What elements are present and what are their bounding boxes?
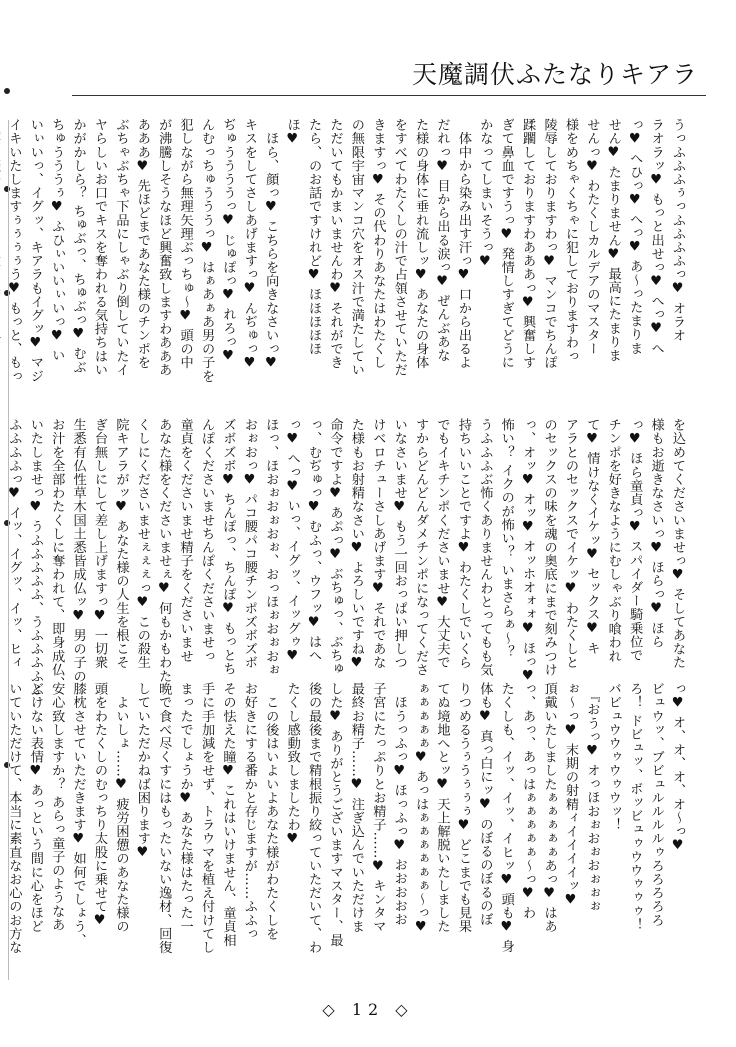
- text-block-bottom: っ♥ オ、オ、オ、オ〜っ♥ ビュウッ、ブビュルルルルゥろろろろろ ろ！ ドビュッ、ボッビュゥウウゥゥゥ！ バビュウウゥウゥウッ！ 『おうっ♥ オっほおぉおぉおぉぉぉ ぉ〜っ♥ 末期の射精ィイイイイッ♥ 頂戴いたしましたぁぁぁぁぁあっ♥ はあ っ、あっ、あっはぁぁぁぁぁ〜っ♥ わ たくしも、イッ、イッ、イヒッ♥ 頭も♥ 身 体も♥ 真っ白にッ♥ のぼるのぼるのぼ りつめるうぅうぅぅぅ♥ どこまでも見果 てぬ境地へとッ♥ 天上解脱いたしました ぁぁぁぁぁ♥ あっはぁぁぁぁぁぁ〜っ♥ ほうっふっ♥ ほっふっ♥ おおおおお 子宮にたっぷりとお精子……♥ キンタマ 最終お精子……♥ 注ぎ込んでいただけま した♥ ありがとうございますマスター、最 後の最後まで精根振り絞っていただいて、わ たくし感動致しましたわ♥ この後はいよいよあなた様がわたくしを お好きにする番かと存じますが……ふふっ その怯えた瞳♥ これはいけません、童貞相 手に手加減をせず、トラウマを植え付けてし まったでしょうか♥ あなた様はたった一 晩で食べ尽くすにはもったいない逸材、回復 していただかねば困ります♥ よいしょ……♥ 疲労困憊のあなた様の 頭をわたくしのむっちり太股に乗せて♥ 膝枕させていただきます♥ 如何でしょう、 安心致しますか？ あらっ童子のようなあ どけない表情♥ あっという間に心をほど いていただけて、本当に素直なお心のお方な: [6, 682, 685, 954]
- binding-hole-mark: [4, 88, 10, 94]
- page-title: 天魔調伏ふたなりキアラ: [411, 60, 698, 89]
- text-block-middle: を込めてくださいませっ♥ そしてあなた 様もお逝きなさいっ♥ ほらっ♥ ほら っ♥ ほら童貞っ♥ スパイダー騎乗位で チンポを好きなようにむしゃぶり喰われ て♥ 情けなくイケッ♥ セックス♥ キ アラとのセックスでイケッ♥ わたくしと のセックスの味を魂の奥底にまで刻みつけ っ、オッ♥ オッ♥ オッホオォォ♥ ほっ♥ 怖い？ イクのが怖い？ いまさらぁ〜？ うふふふぶ怖くありませんわとってもも気 持ちいいことですよ♥ わたくしでいくら でもイキチンポくださいませ♥ 大丈夫で すからどんどんダメチンポになってくださ いなさいませ♥ もう一回おっぱい押しつ けベロチューさしあげます♥ それであな た様もお射精なさい♥ よろしいですね♥ 命令ですよ♥ あぷっ♥ ぶちゅっ、ぶちゅ っ、むぢゅっ♥ むふっ、ウフッ♥ はへ っ♥ へっ♥ いっ、イグッ、イッグゥ♥ ほっ、ほおぉおぉおぉ、おっほぉおぉおぉ おぉおっ♥ パコ腰パコ腰チンポズボズボ ズボズボ♥ ちんぽっ、ちんぽ♥ もっとち んぽくださいませちんぽくださいませっ 童貞をくださいませ精子をくださいませ あなた様をくださいませぇ♥ 何もかもわた くしにくださいませぇぇぇっ♥ この殺生 院キアラがッ♥ あなた様の人生を根こそ ぎ台無しにして差し上げますっ♥ 一切衆 生悉有仏性草木国土悉皆成仏ッ♥ 男の子の お汁を全部わたくしに奪われて、即身成仏、 いたしませっ♥ うふふふふふ、うふふふふふ ふふふふっ♥ イッ、イグッ、イッ、ヒィ: [6, 418, 685, 697]
- text-block-top: うっふふふぅっふふふふっ♥ オラオ ラオラッ♥ もっと出せっ♥ へっ♥ へ っ♥ へひっ♥ へっ♥ あ〜ったまりま せん♥ たまりません♥ 最高にたまりま せんっ♥ わたくしカルデアのマスター 様をめちゃくちゃに犯しておりますわっ 陵辱しておりますわっ♥ マンコでちんぽ 蹂躙しておりますわあああっ♥ 興奮しす ぎて鼻血ですうっ♥ 発情しすぎてどうに かなってしまいそうっ♥ 体中から染み出す汗っ♥ 口から出るよ だれっ♥ 目から出る涙っ♥ ぜんぶあな た様の身体に垂れ流しッ♥ あなたの身体 をすべてわたくしの汁で占領させていただ きますっ♥ その代わりあなたはわたくし の無限宇宙マンコ穴をオス汁で満たしてい ただいてもかまいませんわ♥ それができ たら、のお話ですけれど♥ ほほほほほ ほ♥ ほら、顔っ♥ こちらを向きなさいっ♥ キスをしてさしあげますっ♥ んぢゅっ♥ ぢゅううううっ♥ じゅぽっ♥ れろっ♥ んむっちゅうううっ♥ はぁあぁあ男の子を 犯しながら無理矢理ぶっちゅ〜♥ 頭の中 が沸騰しそうなほど興奮致しますわあああ あああ♥ 先ほどまであなた様のチンポを ぶちゃぶちゃ下品にしゃぶり倒していたイ ヤらしいお口でキスを奪われる気持ちはい かがかしら？ ちゅぶっ、ちゅぶっ♥ むぶ ちゅうううぅ♥ ふひぃいいぃいっ♥ い いぃいっ、イグッ、キアラもイグッ♥ マジ イキいたしますぅぅぅぅう♥ もっと、もっ: [6, 118, 685, 383]
- title-divider: [72, 95, 706, 96]
- page-number: ◇ 12 ◇: [322, 1000, 414, 1019]
